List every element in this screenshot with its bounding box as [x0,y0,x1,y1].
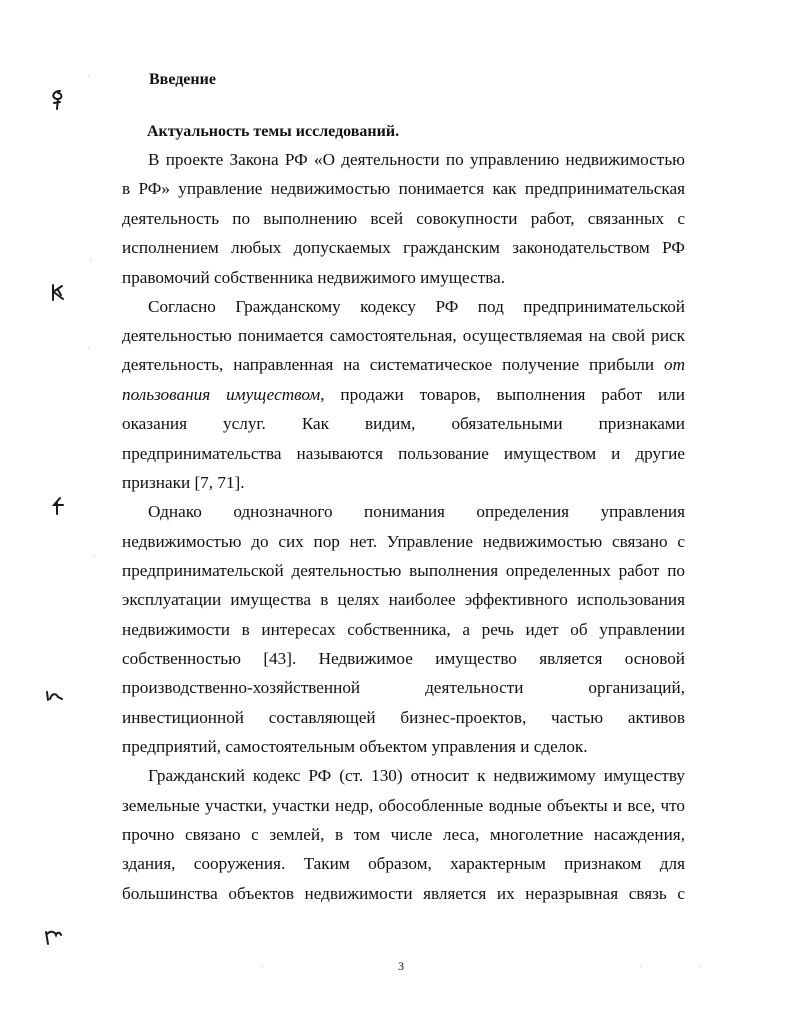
handwritten-mark-icon [48,495,68,517]
handwritten-mark-icon [44,687,66,705]
handwritten-mark-icon [42,926,64,948]
text-line: земельные участки, участки недр, обособленные водные объекты и все, что [122,796,685,815]
text-line [122,354,685,376]
text-line: предпринимательской деятельностью выполнения определенных работ по [122,561,685,580]
text-line: предпринимательства называются пользование имуществом и другие [122,444,685,463]
text-line: производственно-хозяйственной деятельности организаций, [122,678,685,697]
scan-speck [262,966,263,967]
text-line: признаки [7, 71]. [122,473,245,492]
text-line: недвижимости в интересах собственника, а речь идет об управлении [122,620,685,639]
handwritten-mark-icon [46,88,68,112]
text-line: в РФ» управление недвижимостью понимается как предпринимательская [122,179,685,198]
section-title: Введение [149,71,216,88]
text-line: предприятий, самостоятельным объектом управления и сделок. [122,737,588,756]
italic-fragment: от [664,355,686,374]
text-line: Согласно Гражданскому кодексу РФ под предпринимательской [148,297,685,316]
page-number: 3 [398,959,404,973]
text-line [122,384,685,406]
subsection-title: Актуальность темы исследований. [147,123,400,140]
scan-speck [94,555,95,556]
text-line: эксплуатации имущества в целях наиболее эффективного использования [122,590,685,609]
scan-speck [90,260,91,261]
text-line: исполнением любых допускаемых гражданским законодательством РФ [122,238,685,257]
text-line: здания, сооружения. Таким образом, характерным признаком для [122,854,685,873]
text-line: деятельность по выполнению всей совокупности работ, связанных с [122,209,685,228]
text-line: Однако однозначного понимания определения управления [148,502,685,521]
text-segment: , продажи товаров, выполнения работ или [320,385,685,404]
handwritten-mark-icon [48,282,68,304]
text-line: Гражданский кодекс РФ (ст. 130) относит к недвижимому имуществу [148,766,685,785]
text-line: прочно связано с землей, в том числе леса, многолетние насаждения, [122,825,685,844]
scan-speck [88,348,89,349]
text-line: деятельностью понимается самостоятельная, осуществляемая на свой риск [122,326,685,345]
scan-speck [700,966,701,967]
text-segment: деятельность, направленная на систематическое получение прибыли [122,355,655,374]
text-line: оказания услуг. Как видим, обязательными признаками [122,414,685,433]
text-line: инвестиционной составляющей бизнес-проектов, частью активов [122,708,685,727]
text-line: недвижимостью до сих пор нет. Управление недвижимостью связано с [122,532,685,551]
scan-speck [640,966,641,967]
text-line: правомочий собственника недвижимого имущества. [122,268,506,287]
scan-speck [88,76,89,77]
italic-fragment: пользования имуществом [122,385,321,404]
text-line: большинства объектов недвижимости является их неразрывная связь с [122,884,685,903]
text-line: В проекте Закона РФ «О деятельности по управлению недвижимостью [148,150,685,169]
text-line: собственностью [43]. Недвижимое имущество является основой [122,649,685,668]
